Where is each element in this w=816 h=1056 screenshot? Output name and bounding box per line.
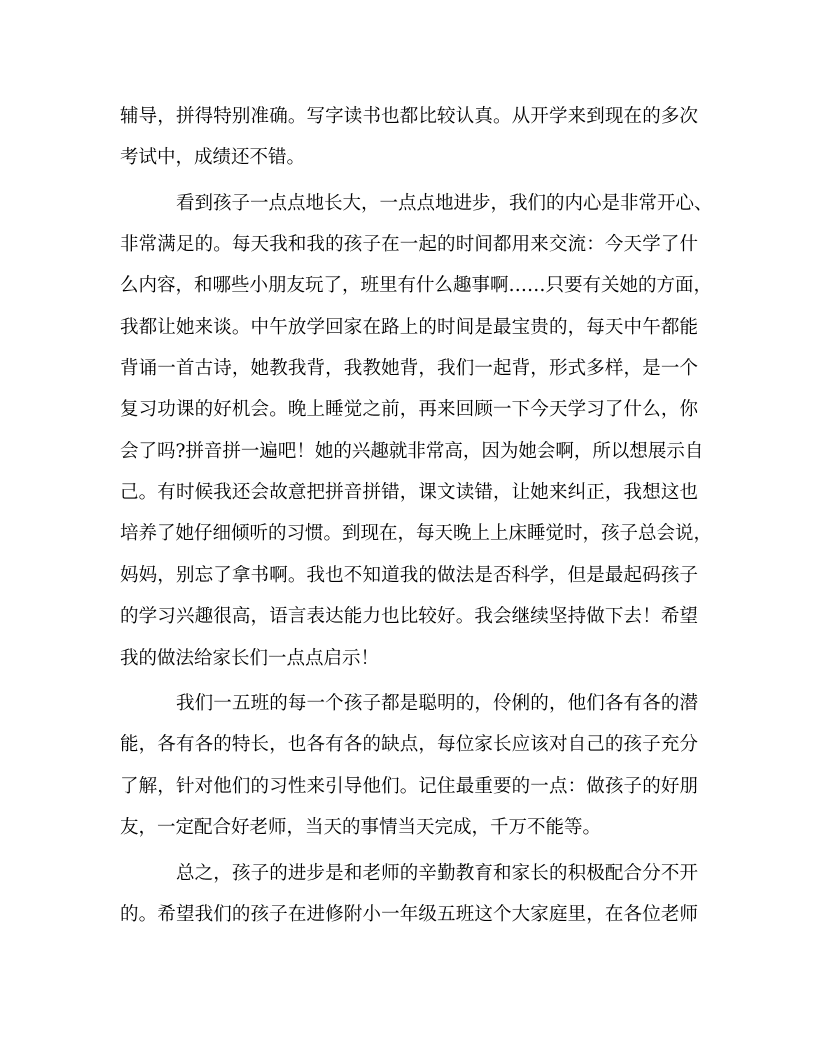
text-line: 的。希望我们的孩子在进修附小一年级五班这个大家庭里，在各位老师	[120, 904, 698, 925]
text-line: 会了吗?拼音拼一遍吧！她的兴趣就非常高，因为她会啊，所以想展示自	[120, 441, 704, 462]
text-line: 我的做法给家长们一点点启示！	[120, 648, 380, 669]
text-line: 的学习兴趣很高，语言表达能力也比较好。我会继续坚持做下去！希望	[120, 606, 698, 627]
paragraph-first-line: 总之，孩子的进步是和老师的辛勤教育和家长的积极配合分不开	[176, 863, 698, 884]
paragraph-first-line: 我们一五班的每一个孩子都是聪明的，伶俐的，他们各有各的潜	[176, 693, 698, 714]
text-line: 培养了她仔细倾听的习惯。到现在，每天晚上上床睡觉时，孩子总会说，	[120, 523, 713, 544]
text-line: 妈妈，别忘了拿书啊。我也不知道我的做法是否科学，但是最起码孩子	[120, 565, 698, 586]
text-line: 能，各有各的特长，也各有各的缺点，每位家长应该对自己的孩子充分	[120, 734, 698, 755]
paragraph-first-line: 看到孩子一点点地长大，一点点地进步，我们的内心是非常开心、	[176, 193, 713, 214]
text-line: 友，一定配合好老师，当天的事情当天完成，千万不能等。	[120, 817, 602, 838]
text-line: 非常满足的。每天我和我的孩子在一起的时间都用来交流：今天学了什	[120, 234, 698, 255]
text-line: 么内容，和哪些小朋友玩了，班里有什么趣事啊……只要有关她的方面，	[120, 275, 713, 296]
text-line: 己。有时候我还会故意把拼音拼错，课文读错，让她来纠正，我想这也	[120, 482, 698, 503]
text-line: 背诵一首古诗，她教我背，我教她背，我们一起背，形式多样，是一个	[120, 358, 698, 379]
text-line: 我都让她来谈。中午放学回家在路上的时间是最宝贵的，每天中午都能	[120, 317, 698, 338]
text-line: 考试中，成绩还不错。	[120, 147, 306, 168]
text-line: 了解，针对他们的习性来引导他们。记住最重要的一点：做孩子的好朋	[120, 776, 698, 797]
text-line: 复习功课的好机会。晚上睡觉之前，再来回顾一下今天学习了什么，你	[120, 399, 698, 420]
text-line: 辅导，拼得特别准确。写字读书也都比较认真。从开学来到现在的多次	[120, 106, 698, 127]
